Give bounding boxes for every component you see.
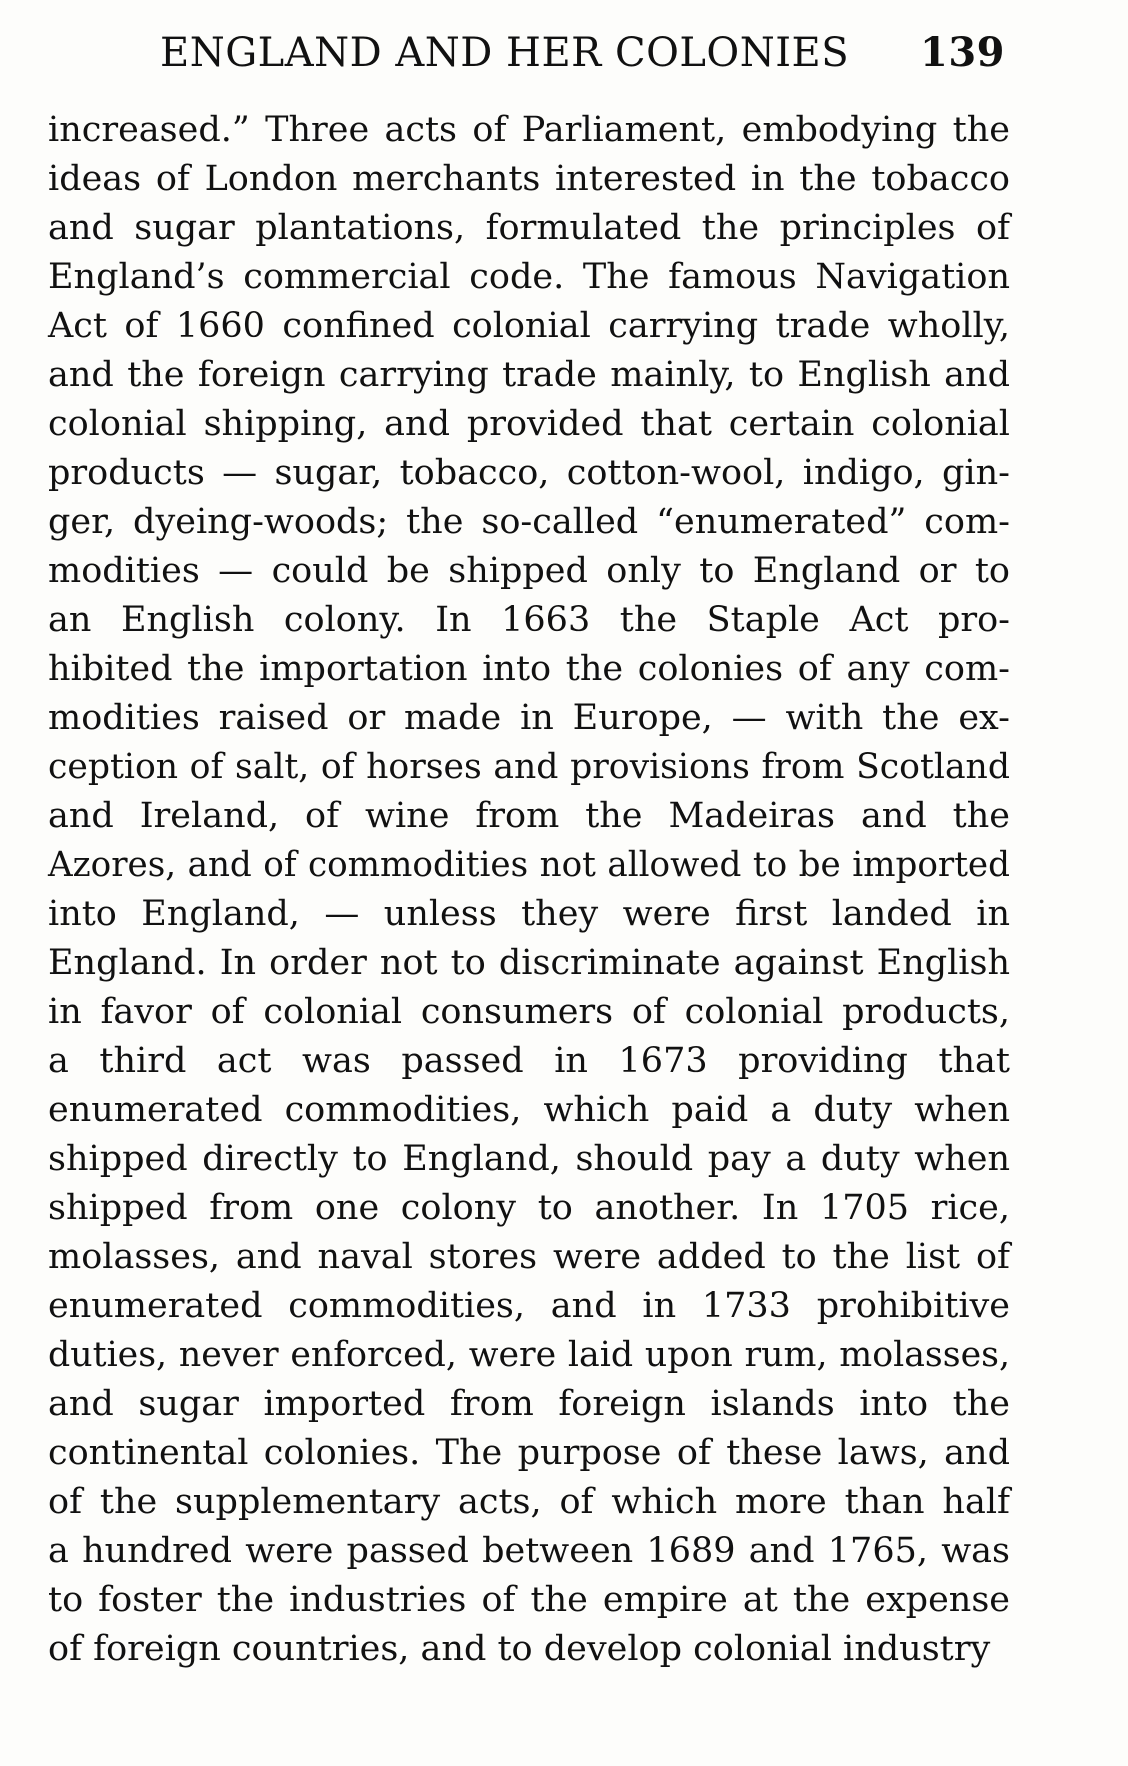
page-number: 139 (920, 29, 1005, 76)
text-line: shipped directly to England, should pay a duty when (48, 1139, 1010, 1179)
text-line: England’s commercial code. The famous Navigation (48, 257, 1010, 297)
text-line: ger, dyeing-woods; the so-called “enumerated” com- (48, 502, 1010, 542)
text-line: colonial shipping, and provided that certain colonial (48, 404, 1010, 444)
text-line: ideas of London merchants interested in the tobacco (48, 159, 1010, 199)
text-line: and the foreign carrying trade mainly, to English and (48, 355, 1010, 395)
text-line: duties, never enforced, were laid upon rum, molasses, (48, 1335, 1010, 1375)
text-line: ception of salt, of horses and provisions from Scotland (48, 747, 1010, 787)
text-line: and Ireland, of wine from the Madeiras and the (48, 796, 1010, 836)
text-line: enumerated commodities, which paid a duty when (48, 1090, 1010, 1130)
text-line: to foster the industries of the empire at the expense (48, 1580, 1010, 1620)
running-title: ENGLAND AND HER COLONIES (160, 30, 850, 76)
text-line: Azores, and of commodities not allowed to be imported (48, 845, 1010, 885)
text-line: and sugar plantations, formulated the principles of (48, 208, 1010, 248)
text-line: continental colonies. The purpose of these laws, and (48, 1433, 1010, 1473)
text-line: shipped from one colony to another. In 1705 rice, (48, 1188, 1010, 1228)
body-paragraph (48, 106, 1010, 1706)
text-line: and sugar imported from foreign islands into the (48, 1384, 1010, 1424)
text-line: Act of 1660 confined colonial carrying trade wholly, (48, 306, 1010, 346)
text-line: enumerated commodities, and in 1733 prohibitive (48, 1286, 1010, 1326)
text-line: molasses, and naval stores were added to the list of (48, 1237, 1010, 1277)
text-line: hibited the importation into the colonies of any com- (48, 649, 1010, 689)
text-line: an English colony. In 1663 the Staple Act pro- (48, 600, 1010, 640)
text-line: increased.” Three acts of Parliament, embodying the (48, 110, 1010, 150)
text-line: of the supplementary acts, of which more than half (48, 1482, 1010, 1522)
text-line: modities raised or made in Europe, — with the ex- (48, 698, 1010, 738)
text-line: a hundred were passed between 1689 and 1765, was (48, 1531, 1010, 1571)
text-line: of foreign countries, and to develop colonial industry (48, 1629, 991, 1669)
text-line: products — sugar, tobacco, cotton-wool, indigo, gin- (48, 453, 1010, 493)
text-line: in favor of colonial consumers of colonial products, (48, 992, 1010, 1032)
running-head (160, 28, 1005, 78)
text-line: England. In order not to discriminate against English (48, 943, 1010, 983)
text-line: modities — could be shipped only to England or to (48, 551, 1010, 591)
text-line: a third act was passed in 1673 providing that (48, 1041, 1010, 1081)
text-line: into England, — unless they were first landed in (48, 894, 1010, 934)
